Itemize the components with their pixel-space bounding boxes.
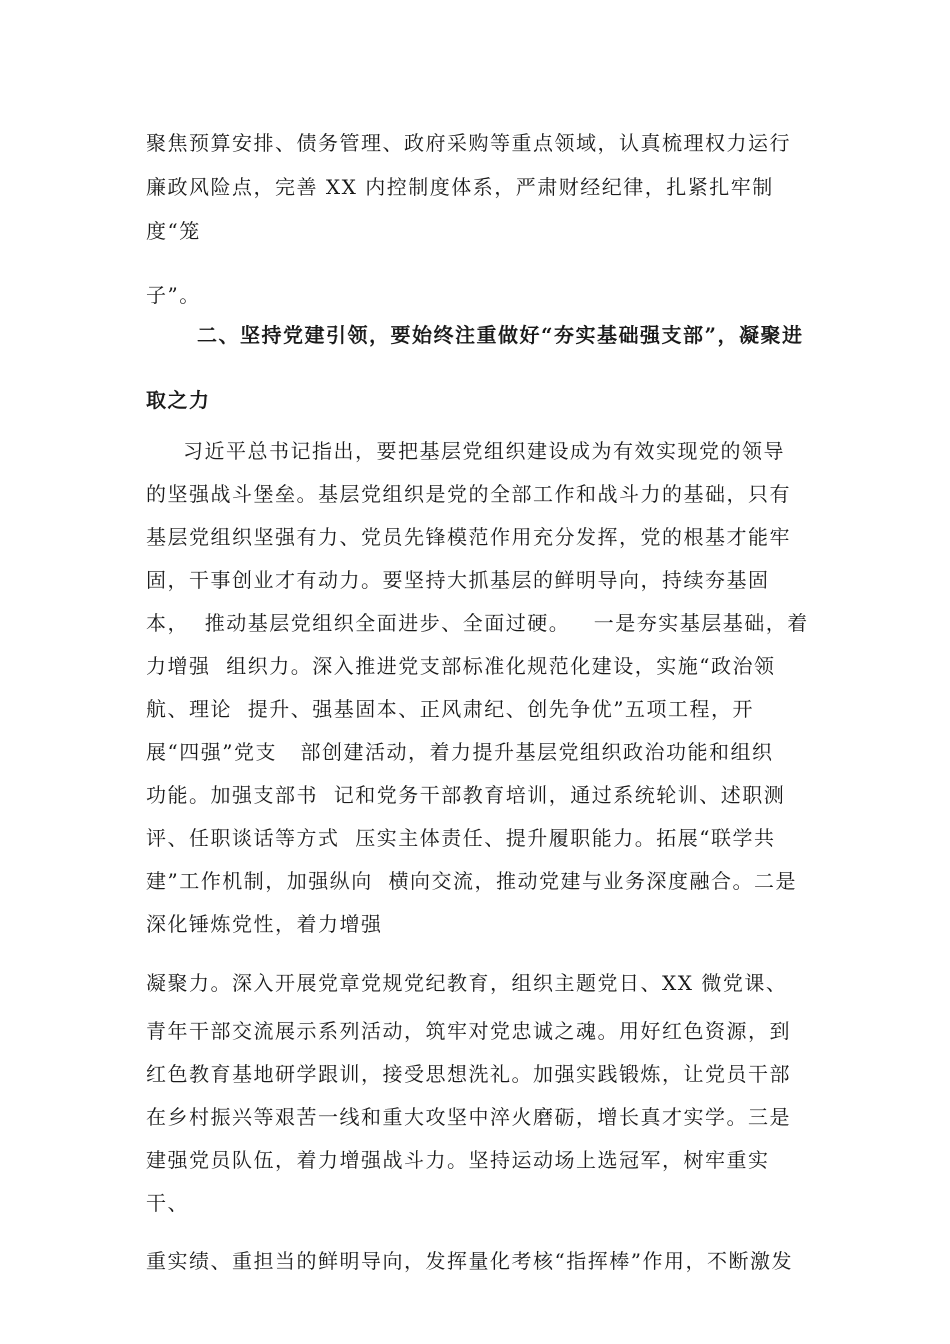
paragraph-line: 建”工作机制，加强纵向 横向交流，推动党建与业务深度融合。二是	[146, 869, 797, 893]
paragraph-line: 度“笼	[146, 219, 201, 243]
section-heading-continued: 取之力	[146, 388, 211, 412]
paragraph-line: 展“四强”党支 部创建活动，着力提升基层党组织政治功能和组织	[146, 740, 774, 764]
paragraph-line: 的坚强战斗堡垒。基层党组织是党的全部工作和战斗力的基础，只有	[146, 482, 791, 506]
paragraph-line: 红色教育基地研学跟训，接受思想洗礼。加强实践锻炼，让党员干部	[146, 1062, 791, 1086]
paragraph-line: 基层党组织坚强有力、党员先锋模范作用充分发挥，党的根基才能牢	[146, 525, 791, 549]
paragraph-line: 深化锤炼党性，着力增强	[146, 912, 383, 936]
paragraph-line: 凝聚力。深入开展党章党规党纪教育，组织主题党日、XX 微党课、	[146, 971, 788, 995]
paragraph-line: 在乡村振兴等艰苦一线和重大攻坚中淬火磨砺，增长真才实学。三是	[146, 1105, 791, 1129]
paragraph-line: 功能。加强支部书 记和党务干部教育培训，通过系统轮训、述职测	[146, 783, 786, 807]
paragraph-line: 青年干部交流展示系列活动，筑牢对党忠诚之魂。用好红色资源，到	[146, 1019, 791, 1043]
paragraph-line: 力增强 组织力。深入推进党支部标准化规范化建设，实施“政治领	[146, 654, 776, 678]
paragraph-line: 本， 推动基层党组织全面进步、全面过硬。 一是夯实基层基础，着	[146, 611, 809, 635]
paragraph-line: 航、理论 提升、强基固本、正风肃纪、创先争优”五项工程，开	[146, 697, 754, 721]
paragraph-line: 建强党员队伍，着力增强战斗力。坚持运动场上选冠军，树牢重实	[146, 1148, 770, 1172]
paragraph-line: 评、任职谈话等方式 压实主体责任、提升履职能力。拓展“联学共	[146, 826, 776, 850]
section-heading: 二、坚持党建引领，要始终注重做好“夯实基础强支部”，凝聚进	[197, 323, 804, 347]
paragraph-line: 重实绩、重担当的鲜明导向，发挥量化考核“指挥棒”作用，不断激发	[146, 1249, 793, 1273]
paragraph-line: 廉政风险点，完善 XX 内控制度体系，严肃财经纪律，扎紧扎牢制	[146, 175, 774, 199]
paragraph-line: 子”。	[146, 283, 201, 307]
paragraph-line: 聚焦预算安排、债务管理、政府采购等重点领域，认真梳理权力运行	[146, 131, 791, 155]
paragraph-line: 干、	[146, 1191, 189, 1215]
paragraph-line: 固，干事创业才有动力。要坚持大抓基层的鲜明导向，持续夯基固	[146, 568, 770, 592]
paragraph-line: 习近平总书记指出，要把基层党组织建设成为有效实现党的领导	[183, 439, 785, 463]
